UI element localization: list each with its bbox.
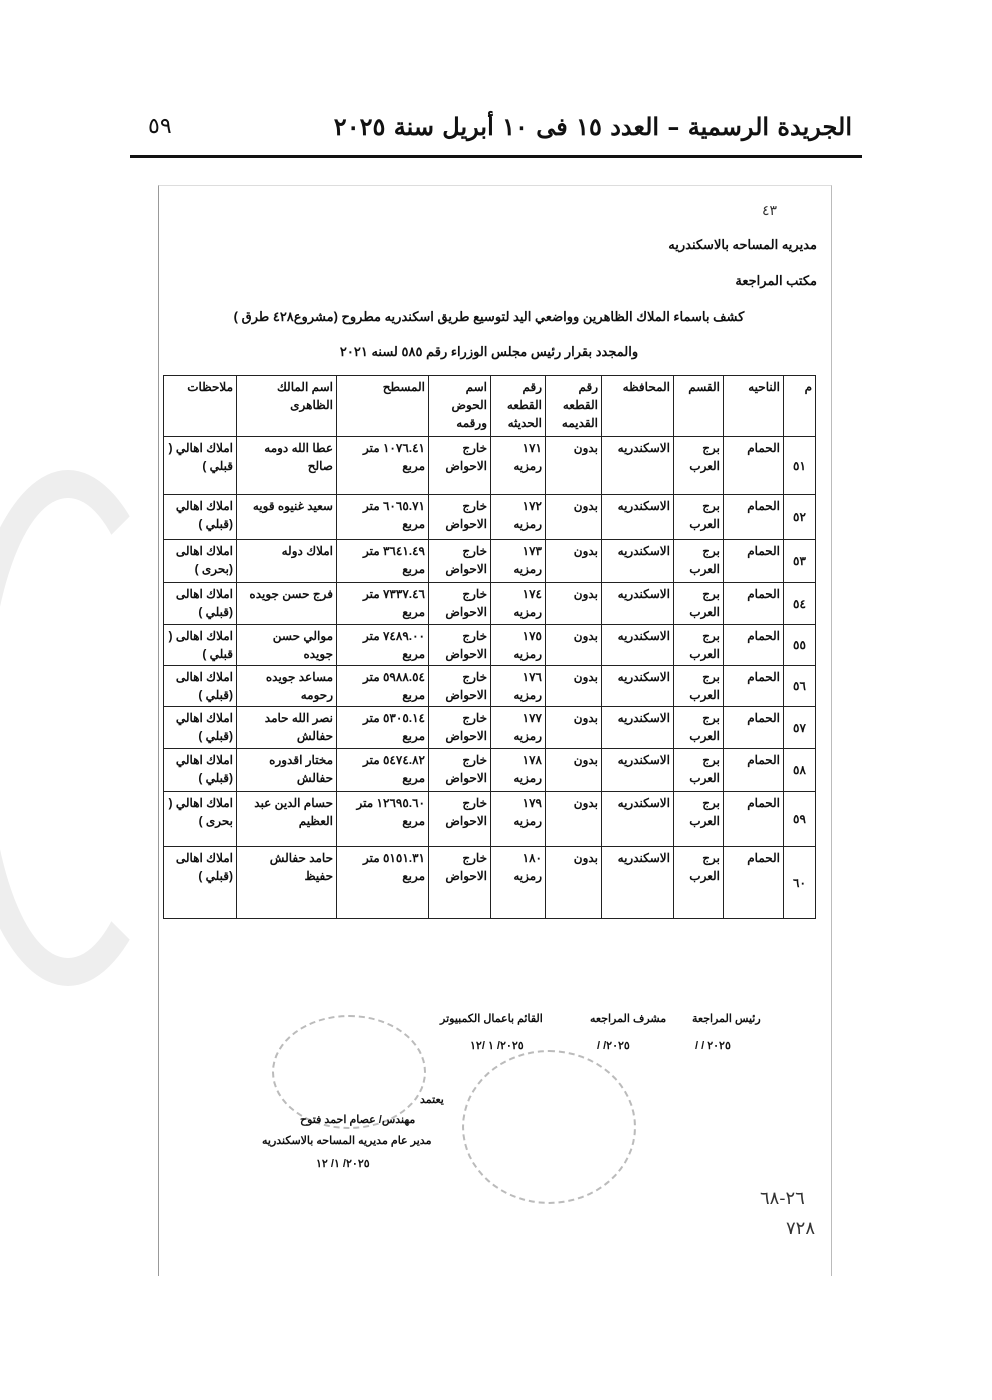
table-cell: بدون [546,540,602,583]
table-cell: ١٢٦٩٥.٦٠ متر مربع [337,792,429,847]
table-cell: ١٨٠ رمزيه [491,847,546,919]
table-cell: برج العرب [674,749,724,792]
table-row [164,437,816,495]
table-row [164,792,816,847]
header-rule [130,155,862,158]
gazette-title: الجريدة الرسمية – العدد ١٥ فى ١٠ أبريل سنة ٢٠٢٥ [333,112,852,141]
table-cell: الاسكندريه [602,583,674,625]
table-row [164,583,816,625]
table-cell: ٥٦ [784,666,816,707]
table-cell: املاك اهالي ( قبلي ) [164,437,237,495]
office-name: مكتب المراجعة [735,273,817,288]
table-cell: بدون [546,437,602,495]
table-cell: خارج الاحواض [429,792,491,847]
column-header: المحافظه [602,376,674,437]
table-cell: برج العرب [674,625,724,666]
table-cell: ١٧٩ رمزيه [491,792,546,847]
table-cell: ٥١٥١.٣١ متر مربع [337,847,429,919]
table-cell: ١٠٧٦.٤١ متر مربع [337,437,429,495]
director-date: ٢٠٢٥/ ١/ ١٢ [316,1158,370,1170]
table-cell: مختار اقدوره حفالش [237,749,337,792]
page-number: ٥٩ [148,114,172,139]
table-cell: بدون [546,583,602,625]
table-row [164,540,816,583]
table-cell: املاك اهالى (قبلي ) [164,583,237,625]
table-cell: خارج الاحواض [429,749,491,792]
table-cell: الحمام [724,583,784,625]
table-cell: املاك اهالي ( بحرى ) [164,792,237,847]
column-header: القسم [674,376,724,437]
table-cell: بدون [546,625,602,666]
table-cell: ٥٣٠٥.١٤ متر مربع [337,707,429,749]
approve-label: يعتمد [420,1094,444,1106]
table-cell: بدون [546,792,602,847]
table-row [164,625,816,666]
head-review-label: رئيس المراجعة [692,1013,761,1025]
column-header: رقم القطعه القديمه [546,376,602,437]
table-cell: الاسكندريه [602,847,674,919]
table-cell: املاك اهالى (قبلي ) [164,666,237,707]
table-cell: ٥٧ [784,707,816,749]
table-cell: فرج حسن جويده [237,583,337,625]
table-cell: ٦٠٦٥.٧١ متر مربع [337,495,429,540]
table-cell: خارج الاحواض [429,583,491,625]
table-cell: ٥٣ [784,540,816,583]
table-cell: الحمام [724,540,784,583]
table-cell: الاسكندريه [602,666,674,707]
table-cell: خارج الاحواض [429,625,491,666]
watermark [0,470,176,986]
table-cell: ١٧٥ رمزيه [491,625,546,666]
table-cell: برج العرب [674,540,724,583]
table-cell: ٣٦٤١.٤٩ متر مربع [337,540,429,583]
table-cell: خارج الاحواض [429,707,491,749]
table-cell: الحمام [724,666,784,707]
corner-note: ٤٣ [762,203,778,219]
table-cell: برج العرب [674,707,724,749]
head-review-date: ٢٠٢٥ / / [695,1040,731,1052]
table-cell: عطا الله دومه صالح [237,437,337,495]
table-cell: برج العرب [674,792,724,847]
handwritten-note-1: ٢٦-٦٨ [760,1188,805,1209]
table-row [164,847,816,919]
table-cell: الاسكندريه [602,540,674,583]
table-cell: ٥٤٧٤.٨٢ متر مربع [337,749,429,792]
table-cell: سعيد غنيوه قويه [237,495,337,540]
table-cell: الاسكندريه [602,625,674,666]
table-cell: ١٧١ رمزيه [491,437,546,495]
table-cell: ١٧٨ رمزيه [491,749,546,792]
table-cell: بدون [546,707,602,749]
table-cell: برج العرب [674,847,724,919]
table-cell: موالي حسن جويده [237,625,337,666]
table-cell: حامد حفالش حفيظ [237,847,337,919]
table-cell: مساعد جويده رحومه [237,666,337,707]
table-cell: الاسكندريه [602,495,674,540]
table-cell: ١٧٣ رمزيه [491,540,546,583]
column-header: الناحيه [724,376,784,437]
document-subtitle: والمجدد بقرار رئيس مجلس الوزراء رقم ٥٨٥ لسنه ٢٠٢١ [339,344,639,359]
column-header: اسم المالك الظاهرى [237,376,337,437]
computer-operator-label: القائم باعمال الكمبيوتر [440,1013,543,1025]
owners-table [163,375,816,919]
table-cell: برج العرب [674,666,724,707]
column-header: اسم الحوض ورقمه [429,376,491,437]
column-header: ملاحظات [164,376,237,437]
official-stamp-center [462,1050,636,1204]
table-row [164,666,816,707]
table-cell: الحمام [724,792,784,847]
column-header: رقم القطعه الحديثه [491,376,546,437]
review-supervisor-date: ٢٠٢٥/ / [597,1040,630,1052]
director-title: مدير عام مديريه المساحه بالاسكندريه [262,1135,432,1147]
table-row [164,707,816,749]
table-row [164,495,816,540]
column-header: المسطح [337,376,429,437]
table-cell: املاك اهالى (بحرى ) [164,540,237,583]
table-cell: املاك اهالي (قبلي ) [164,707,237,749]
table-cell: نصر الله حامد حفالش [237,707,337,749]
table-cell: برج العرب [674,583,724,625]
table-cell: الاسكندريه [602,749,674,792]
table-cell: الحمام [724,749,784,792]
table-cell: برج العرب [674,437,724,495]
table-cell: املاك اهالي (قبلي ) [164,749,237,792]
table-cell: بدون [546,666,602,707]
table-cell: ٥٤ [784,583,816,625]
table-cell: املاك اهالى (قبلي ) [164,847,237,919]
table-cell: بدون [546,749,602,792]
table-cell: ٥١ [784,437,816,495]
review-supervisor-label: مشرف المراجعه [590,1013,667,1025]
table-cell: بدون [546,495,602,540]
table-cell: املاك دوله [237,540,337,583]
directorate-name: مديريه المساحه بالاسكندريه [668,237,817,252]
table-cell: ٧٣٣٧.٤٦ متر مربع [337,583,429,625]
table-cell: خارج الاحواض [429,540,491,583]
table-cell: الحمام [724,437,784,495]
table-cell: الاسكندريه [602,707,674,749]
table-cell: خارج الاحواض [429,666,491,707]
table-cell: ٧٤٨٩.٠٠ متر مربع [337,625,429,666]
handwritten-note-2: ٧٢٨ [786,1218,816,1239]
table-cell: ١٧٤ رمزيه [491,583,546,625]
table-cell: ٥٥ [784,625,816,666]
table-row [164,749,816,792]
column-header: م [784,376,816,437]
table-cell: الحمام [724,707,784,749]
table-cell: ٥٩٨٨.٥٤ متر مربع [337,666,429,707]
table-cell: بدون [546,847,602,919]
engineer-name: مهندس/ عصام احمد فتوح [300,1114,416,1126]
table-cell: ٥٢ [784,495,816,540]
table-cell: خارج الاحواض [429,495,491,540]
table-cell: ٦٠ [784,847,816,919]
table-cell: خارج الاحواض [429,437,491,495]
table-cell: برج العرب [674,495,724,540]
table-cell: الحمام [724,625,784,666]
table-cell: املاك اهالى ( قبلي ) [164,625,237,666]
official-stamp-left [272,1015,426,1129]
table-cell: املاك اهالي (قبلي ) [164,495,237,540]
table-cell: الحمام [724,495,784,540]
table-cell: ٥٩ [784,792,816,847]
table-cell: خارج الاحواض [429,847,491,919]
table-cell: ١٧٢ رمزيه [491,495,546,540]
table-cell: الحمام [724,847,784,919]
table-cell: الاسكندريه [602,792,674,847]
document-title: كشف باسماء الملاك الظاهرين وواضعي اليد لتوسيع طريق اسكندريه مطروح (مشروع٤٢٨ طرق ) [233,309,745,324]
table-cell: ٥٨ [784,749,816,792]
table-cell: الاسكندريه [602,437,674,495]
table-cell: ١٧٦ رمزيه [491,666,546,707]
table-cell: ١٧٧ رمزيه [491,707,546,749]
computer-operator-date: ٢٠٢٥/ ١ /١٢ [470,1040,524,1052]
table-header-row [164,376,816,437]
table-cell: حسام الدين عبد العظيم [237,792,337,847]
